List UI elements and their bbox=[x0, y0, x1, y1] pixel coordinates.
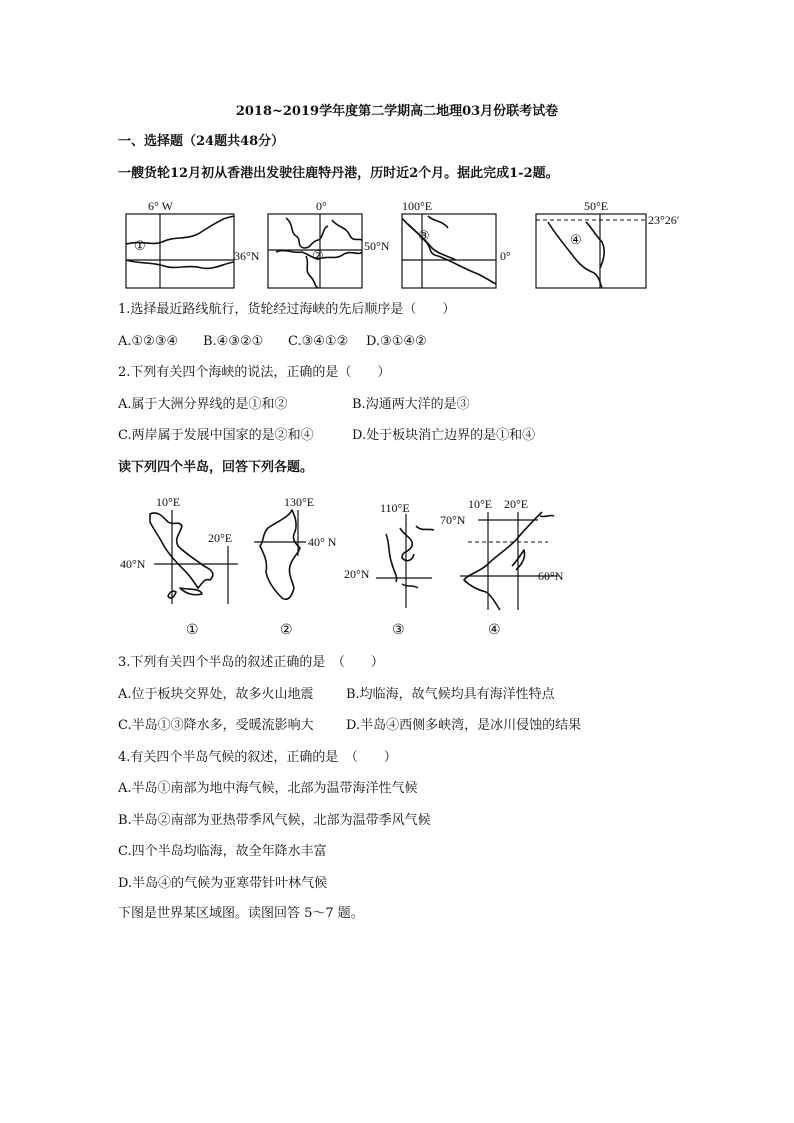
strait-map-lat: 50°N bbox=[364, 239, 390, 253]
strait-map-lon: 0° bbox=[316, 199, 327, 213]
question-4-option-d[interactable]: D.半岛④的气候为亚寒带针叶林气候 bbox=[118, 876, 328, 891]
question-1-option-c[interactable]: C.③④①② bbox=[288, 334, 349, 349]
peninsula-map-num: ① bbox=[186, 623, 199, 638]
question-1-option-b[interactable]: B.④③②① bbox=[203, 334, 264, 349]
question-4-option-a[interactable]: A.半岛①南部为地中海气候，北部为温带海洋性气候 bbox=[118, 781, 418, 796]
question-4-option-c[interactable]: C.四个半岛均临海，故全年降水丰富 bbox=[118, 844, 327, 859]
question-2-option-c[interactable]: C.两岸属于发展中国家的是②和④ bbox=[118, 428, 314, 443]
question-4-option-b[interactable]: B.半岛②南部为亚热带季风气候，北部为温带季风气候 bbox=[118, 813, 431, 828]
peninsula-map-num: ④ bbox=[488, 623, 501, 638]
peninsula-map-lon: 10°E bbox=[156, 495, 181, 509]
strait-map-num: ④ bbox=[570, 232, 582, 247]
question-1-option-a[interactable]: A.①②③④ bbox=[118, 334, 179, 349]
peninsula-map-lon: 110°E bbox=[380, 501, 410, 515]
peninsula-map-1 bbox=[120, 492, 250, 642]
strait-map-num: ① bbox=[134, 238, 146, 253]
peninsula-map-num: ③ bbox=[392, 623, 405, 638]
question-2-stem: 2.下列有关四个海峡的说法，正确的是（ ） bbox=[118, 365, 391, 380]
peninsula-map-lat2: 60°N bbox=[538, 569, 564, 583]
strait-map-num: ③ bbox=[418, 228, 430, 243]
question-2-option-d[interactable]: D.处于板块消亡边界的是①和④ bbox=[352, 428, 536, 443]
strait-map-lat: 23°26′ bbox=[648, 213, 680, 227]
intro-q1-2: 一艘货轮12月初从香港出发驶往鹿特丹港，历时近2个月。据此完成1-2题。 bbox=[118, 166, 559, 181]
strait-map-lon: 6° W bbox=[148, 199, 173, 213]
peninsula-map-4 bbox=[438, 492, 588, 642]
peninsula-map-lat: 40°N bbox=[120, 557, 146, 571]
peninsula-map-lat: 70°N bbox=[440, 513, 466, 527]
peninsula-map-lon2: 20°E bbox=[208, 531, 233, 545]
strait-map-lon: 100°E bbox=[402, 199, 433, 213]
peninsula-map-lat: 40° N bbox=[308, 535, 337, 549]
peninsula-map-lon2: 20°E bbox=[504, 497, 529, 511]
strait-map-4 bbox=[532, 198, 702, 293]
strait-map-lat: 0° bbox=[500, 249, 511, 263]
strait-map-1 bbox=[118, 198, 268, 293]
peninsula-map-3 bbox=[342, 492, 452, 642]
strait-map-num: ② bbox=[312, 248, 324, 263]
intro-peninsulas: 读下列四个半岛，回答下列各题。 bbox=[118, 460, 314, 475]
peninsula-map-num: ② bbox=[280, 623, 293, 638]
peninsula-map-lon: 130°E bbox=[284, 495, 315, 509]
strait-map-2 bbox=[266, 198, 390, 293]
question-4-stem: 4.有关四个半岛气候的叙述，正确的是 （ ） bbox=[118, 750, 397, 765]
intro-q5-7: 下图是世界某区域图。读图回答 5～7 题。 bbox=[118, 906, 364, 921]
peninsula-map-lat: 20°N bbox=[344, 567, 370, 581]
question-3-option-b[interactable]: B.均临海，故气候均具有海洋性特点 bbox=[346, 687, 555, 702]
strait-map-lat: 36°N bbox=[234, 249, 260, 263]
question-3-option-a[interactable]: A.位于板块交界处，故多火山地震 bbox=[118, 687, 314, 702]
question-3-option-d[interactable]: D.半岛④西侧多峡湾，是冰川侵蚀的结果 bbox=[346, 718, 582, 733]
section-heading: 一、选择题（24题共48分） bbox=[118, 134, 285, 149]
strait-map-3 bbox=[398, 198, 522, 293]
strait-map-lon: 50°E bbox=[584, 199, 609, 213]
peninsula-map-lon: 10°E bbox=[468, 497, 493, 511]
exam-title: 2018~2019学年度第二学期高二地理03月份联考试卷 bbox=[235, 104, 559, 119]
question-1-stem: 1.选择最近路线航行，货轮经过海峡的先后顺序是（ ） bbox=[118, 302, 456, 317]
question-1-option-d[interactable]: D.③①④② bbox=[366, 334, 427, 349]
question-3-option-c[interactable]: C.半岛①③降水多，受暖流影响大 bbox=[118, 718, 314, 733]
question-2-option-b[interactable]: B.沟通两大洋的是③ bbox=[352, 397, 470, 412]
question-3-stem: 3.下列有关四个半岛的叙述正确的是 （ ） bbox=[118, 655, 384, 670]
question-2-option-a[interactable]: A.属于大洲分界线的是①和② bbox=[118, 397, 288, 412]
